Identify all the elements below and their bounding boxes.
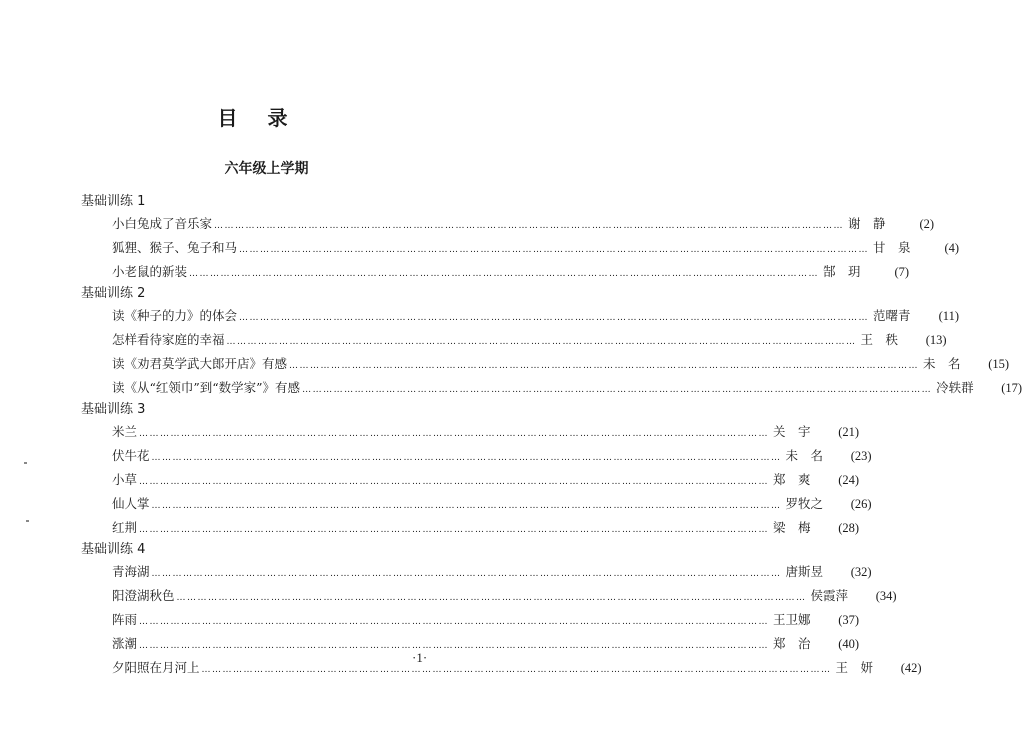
leader-dots: ……………………………………………………………………………………………………………………………………………………………… bbox=[139, 525, 770, 535]
page-title bbox=[0, 102, 505, 131]
entry-title: 红荆 bbox=[112, 520, 138, 535]
entry-page-number: (34) bbox=[875, 589, 897, 603]
page-number: ·1· bbox=[412, 650, 428, 665]
leader-dots: ……………………………………………………………………………………………………………………………………………………………… bbox=[214, 221, 845, 231]
toc-entry[interactable] bbox=[80, 516, 860, 540]
semester-heading: 六年级上学期 bbox=[224, 161, 309, 177]
leader-dots: ……………………………………………………………………………………………………………………………………………………………… bbox=[226, 337, 857, 347]
entry-title: 读《种子的力》的体会 bbox=[112, 308, 238, 323]
entry-title: 读《从“红领巾”到“数学家”》有感 bbox=[112, 380, 301, 395]
entry-page-number: (23) bbox=[850, 449, 872, 463]
leader-dots: ……………………………………………………………………………………………………………………………………………………………… bbox=[239, 245, 870, 255]
table-of-contents bbox=[80, 192, 1022, 680]
entry-title: 仙人掌 bbox=[112, 496, 150, 511]
entry-page-number: (11) bbox=[938, 309, 960, 323]
entry-title: 伏牛花 bbox=[112, 448, 150, 463]
leader-dots: ……………………………………………………………………………………………………………………………………………………………… bbox=[239, 313, 870, 323]
section-header: 基础训练 3 bbox=[81, 402, 146, 417]
entry-title: 米兰 bbox=[112, 424, 138, 439]
entry-title: 阳澄湖秋色 bbox=[112, 588, 175, 603]
entry-page-number: (2) bbox=[919, 217, 935, 231]
leader-dots: ……………………………………………………………………………………………………………………………………………………………… bbox=[139, 641, 770, 651]
leader-dots: ……………………………………………………………………………………………………………………………………………………………… bbox=[201, 665, 832, 675]
toc-entry[interactable] bbox=[80, 352, 1010, 376]
toc-entry[interactable] bbox=[80, 328, 947, 352]
toc-entry[interactable] bbox=[80, 492, 872, 516]
page-title-char-1: 目 bbox=[217, 106, 238, 130]
entry-author: 冷轶群 bbox=[936, 380, 974, 395]
entry-page-number: (13) bbox=[925, 333, 947, 347]
entry-author: 罗牧之 bbox=[785, 496, 824, 511]
toc-entry[interactable] bbox=[80, 236, 960, 260]
entry-author: 未 名 bbox=[923, 356, 961, 371]
section-header: 基础训练 4 bbox=[81, 542, 146, 557]
toc-entry[interactable] bbox=[80, 376, 1022, 400]
entry-author: 王 妍 bbox=[835, 660, 874, 675]
entry-page-number: (42) bbox=[900, 661, 922, 675]
entry-page-number: (17) bbox=[1001, 381, 1022, 395]
entry-author: 甘 泉 bbox=[873, 240, 911, 255]
entry-author: 郑 治 bbox=[773, 636, 811, 651]
leader-dots: ……………………………………………………………………………………………………………………………………………………………… bbox=[176, 593, 807, 603]
entry-page-number: (24) bbox=[838, 473, 860, 487]
toc-entry[interactable] bbox=[80, 560, 872, 584]
section-header: 基础训练 2 bbox=[81, 286, 146, 301]
entry-author: 未 名 bbox=[785, 448, 824, 463]
entry-page-number: (28) bbox=[838, 521, 860, 535]
entry-author: 谢 静 bbox=[848, 216, 886, 231]
toc-entry[interactable] bbox=[80, 632, 860, 656]
entry-author: 关 宇 bbox=[773, 424, 811, 439]
section-header: 基础训练 1 bbox=[81, 194, 146, 209]
scan-speck bbox=[24, 462, 27, 464]
leader-dots: ……………………………………………………………………………………………………………………………………………………………… bbox=[302, 385, 933, 395]
toc-entry[interactable] bbox=[80, 656, 922, 680]
toc-entry[interactable] bbox=[80, 304, 960, 328]
entry-author: 梁 梅 bbox=[773, 520, 811, 535]
entry-title: 小白兔成了音乐家 bbox=[112, 216, 213, 231]
entry-author: 侯霞萍 bbox=[810, 588, 849, 603]
leader-dots: ……………………………………………………………………………………………………………………………………………………………… bbox=[151, 501, 782, 511]
leader-dots: ……………………………………………………………………………………………………………………………………………………………… bbox=[139, 617, 770, 627]
entry-page-number: (7) bbox=[894, 265, 910, 279]
toc-entry[interactable] bbox=[80, 420, 860, 444]
entry-author: 王卫娜 bbox=[773, 612, 811, 627]
scan-speck bbox=[26, 520, 29, 522]
toc-entry[interactable] bbox=[80, 260, 910, 284]
toc-entry[interactable] bbox=[80, 584, 897, 608]
entry-title: 狐狸、猴子、兔子和马 bbox=[112, 240, 238, 255]
toc-entry[interactable] bbox=[80, 608, 860, 632]
page-title-char-2: 录 bbox=[267, 106, 288, 130]
entry-author: 范曙青 bbox=[873, 308, 911, 323]
entry-title: 阵雨 bbox=[112, 612, 138, 627]
toc-entry[interactable] bbox=[80, 444, 872, 468]
entry-page-number: (4) bbox=[944, 241, 960, 255]
entry-page-number: (21) bbox=[838, 425, 860, 439]
entry-title: 夕阳照在月河上 bbox=[112, 660, 200, 675]
leader-dots: ……………………………………………………………………………………………………………………………………………………………… bbox=[151, 453, 782, 463]
entry-title: 怎样看待家庭的幸福 bbox=[112, 332, 225, 347]
entry-title: 青海湖 bbox=[112, 564, 150, 579]
entry-page-number: (26) bbox=[850, 497, 872, 511]
entry-author: 郜 玥 bbox=[823, 264, 861, 279]
toc-entry[interactable] bbox=[80, 468, 860, 492]
entry-title: 涨潮 bbox=[112, 636, 138, 651]
toc-entry[interactable] bbox=[80, 212, 935, 236]
entry-title: 小老鼠的新装 bbox=[112, 264, 188, 279]
entry-author: 王 秩 bbox=[860, 332, 899, 347]
entry-title: 读《劝君莫学武大郎开店》有感 bbox=[112, 356, 288, 371]
leader-dots: ……………………………………………………………………………………………………………………………………………………………… bbox=[289, 361, 920, 371]
entry-title: 小草 bbox=[112, 472, 138, 487]
leader-dots: ……………………………………………………………………………………………………………………………………………………………… bbox=[139, 429, 770, 439]
entry-author: 郑 爽 bbox=[773, 472, 811, 487]
entry-page-number: (15) bbox=[988, 357, 1010, 371]
entry-author: 唐斯昱 bbox=[785, 564, 824, 579]
entry-page-number: (37) bbox=[838, 613, 860, 627]
entry-page-number: (32) bbox=[850, 565, 872, 579]
leader-dots: ……………………………………………………………………………………………………………………………………………………………… bbox=[151, 569, 782, 579]
entry-page-number: (40) bbox=[838, 637, 860, 651]
leader-dots: ……………………………………………………………………………………………………………………………………………………………… bbox=[189, 269, 820, 279]
leader-dots: ……………………………………………………………………………………………………………………………………………………………… bbox=[139, 477, 770, 487]
